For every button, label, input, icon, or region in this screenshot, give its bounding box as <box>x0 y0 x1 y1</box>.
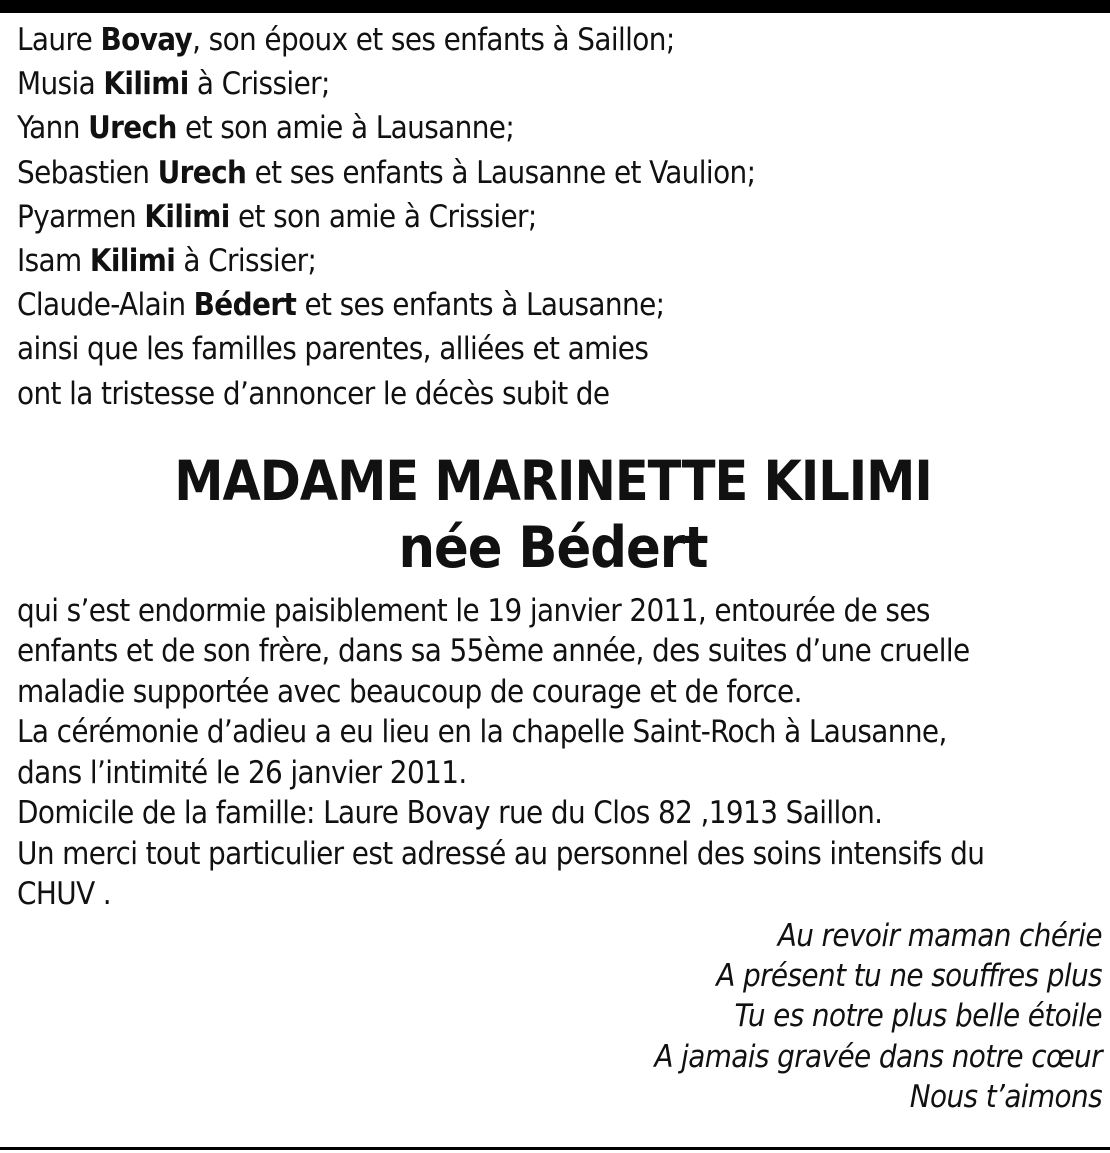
body-line: CHUV . <box>17 876 112 913</box>
family-surname: Kilimi <box>103 66 189 103</box>
family-surname: Bédert <box>193 287 297 324</box>
body-line: qui s’est endormie paisiblement le 19 janvier 2011, entourée de ses <box>17 592 930 629</box>
poem-line: Au revoir maman chérie <box>777 917 1102 954</box>
family-line: Laure Bovay, son époux et ses enfants à Saillon; <box>17 22 675 58</box>
farewell-poem <box>17 916 1102 1117</box>
poem-line: A jamais gravée dans notre cœur <box>654 1038 1102 1075</box>
deceased-heading <box>17 445 1102 579</box>
family-line: Claude-Alain Bédert et ses enfants à Lausanne; <box>17 287 665 324</box>
family-line: Isam Kilimi à Crissier; <box>17 243 317 280</box>
family-surname: Kilimi <box>89 243 176 280</box>
top-border-rule <box>0 0 1110 13</box>
family-line: Yann Urech et son amie à Lausanne; <box>17 110 515 147</box>
notice-body <box>17 591 1102 915</box>
body-line: La cérémonie d’adieu a eu lieu en la chapelle Saint-Roch à Lausanne, <box>17 714 947 751</box>
deceased-name: MADAME MARINETTE KILIMI <box>174 448 932 513</box>
family-surname: Bovay <box>100 22 193 58</box>
family-surname: Kilimi <box>144 198 230 235</box>
obituary-notice <box>17 18 1102 1117</box>
family-surname: Urech <box>88 110 177 147</box>
body-line: enfants et de son frère, dans sa 55ème année, des suites d’une cruelle <box>17 633 970 670</box>
bottom-border-rule <box>0 1147 1110 1150</box>
body-line: Un merci tout particulier est adressé au personnel des soins intensifs du <box>17 835 985 872</box>
poem-line: Tu es notre plus belle étoile <box>734 998 1102 1035</box>
deceased-maiden-name: née Bédert <box>398 514 708 581</box>
body-line: dans l’intimité le 26 janvier 2011. <box>17 754 467 791</box>
intro-line: ainsi que les familles parentes, alliées et amies <box>17 331 649 368</box>
poem-line: A présent tu ne souffres plus <box>716 958 1102 995</box>
intro-line: ont la tristesse d’annoncer le décès subit de <box>17 375 610 412</box>
family-list <box>17 18 1102 416</box>
family-surname: Urech <box>157 154 247 191</box>
family-line: Pyarmen Kilimi et son amie à Crissier; <box>17 198 537 235</box>
body-line: maladie supportée avec beaucoup de courage et de force. <box>17 673 802 710</box>
poem-line: Nous t’aimons <box>909 1079 1102 1116</box>
family-line: Musia Kilimi à Crissier; <box>17 66 330 103</box>
body-line: Domicile de la famille: Laure Bovay rue du Clos 82 ,1913 Saillon. <box>17 795 883 832</box>
family-line: Sebastien Urech et ses enfants à Lausanne et Vaulion; <box>17 154 756 191</box>
